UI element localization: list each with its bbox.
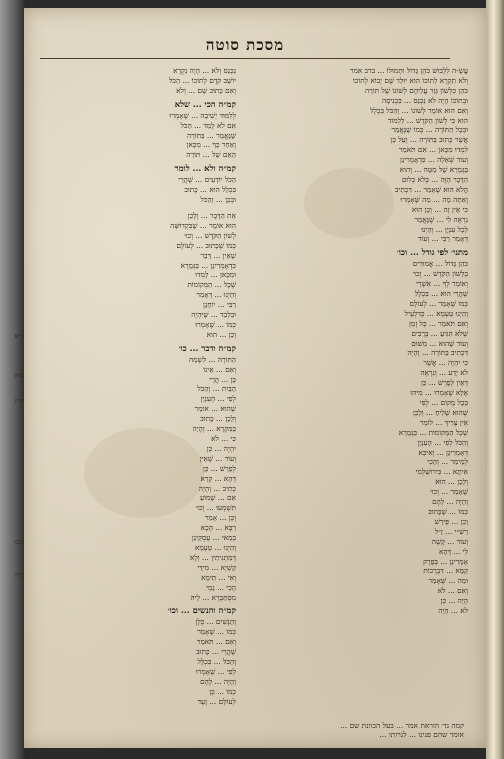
text-line: דְּאָמַר רַבִּי ... וְעוֹד	[417, 234, 468, 244]
right-text-column	[270, 66, 468, 715]
text-line: וְכֵן ... הוּא	[206, 329, 236, 339]
catchword-line: אומר שהם פנינו ... לנרותו ...	[379, 730, 464, 739]
text-line: כְּמוֹ ... כֵּן	[209, 686, 236, 696]
text-line: לְשׁוֹן הַקֹּדֶשׁ ... וְכוּ׳	[184, 230, 236, 240]
text-line: שֶׁהוּא ... אוֹמֵר	[194, 404, 236, 414]
text-line: וְעוֹד ... שֶׁאֵין	[199, 453, 236, 463]
text-line: כְּמוֹ ... שֶׁכָּתוּב	[428, 506, 468, 516]
text-line: אֵת הַדָּבָר ... וְלָכֵן	[187, 210, 236, 220]
text-line: רַבִּי ... יוֹחָנָן	[203, 300, 236, 310]
text-line: תִּשְׁמְעוּ ... וְכוּ׳	[195, 503, 236, 513]
page-header	[40, 36, 450, 59]
text-line: הוּא כִּי לְשׁוֹן הַקֹּדֶשׁ ... לִלְמוֹד	[387, 115, 468, 125]
text-line: בְּמַאי ... עָסְקִינַן	[191, 533, 236, 543]
text-line: שֶׁהֲרֵי ... כָּתוּב	[196, 647, 236, 657]
text-line: הָאֵם שֶׁל ... תּוֹרָה	[186, 150, 236, 160]
text-line: בַּגְּמָרָא שֶׁל מַטָּה ... וְהוּא	[399, 165, 468, 175]
text-line: וְעוֹד שְׁאֵלָה ... כִּדְאָמְרִינַן	[400, 155, 468, 165]
margin-note: ד״א	[14, 333, 24, 340]
text-line: וְכֵן ... אָמַר	[204, 513, 236, 523]
text-line: וְהַכֹּל לְפִי ... הָעִנְיָן	[417, 437, 468, 447]
margin-note: עיין	[14, 398, 24, 405]
text-line: כֵּן ... הֲרֵי	[209, 374, 236, 384]
text-line: כְּמוֹ שֶׁאָמַר ... לְעוֹלָם	[409, 298, 468, 308]
text-line: וְלָכֵן ... הוּא	[435, 477, 468, 487]
text-line: אֲשֶׁר כָּתוּב בַּתּוֹרָה ... וְעַל כֵּן	[390, 135, 468, 145]
section-heading: קמ״ה ודבר ... כו׳	[178, 342, 236, 353]
margin-note: תוס׳	[13, 539, 25, 546]
text-line: דְּהָא ... קְרָא	[200, 473, 236, 483]
text-line: כִּי יִהְיֶה ... אֲשֶׁר	[423, 358, 468, 368]
text-line: יִהְיֶה ... כֵּן	[206, 443, 236, 453]
text-line: וְאִם ... תֹּאמַר	[196, 637, 236, 647]
text-line: שֶׁנֶּאֱמַר ... בַּתּוֹרָה	[186, 130, 236, 140]
text-line: כִּדְאָמְרִינַן ... בַּגְּמָרָא	[180, 260, 236, 270]
text-line: לִי ... דְּהָא	[438, 546, 468, 556]
page-title: מסכת סוטה	[205, 36, 285, 54]
text-line: לְכָל עִנְיָן ... וְהַיְנוּ	[421, 224, 468, 234]
text-line: אִם ... שָׁמוֹעַ	[199, 493, 236, 503]
text-line: כְּמוֹ ... שֶׁאָמַר	[197, 627, 236, 637]
text-line: דִּכְתִיב בַּתּוֹרָה ... וְהָיָה	[407, 348, 468, 358]
text-line: וְהַיְנוּ ... טַעְמָא	[194, 542, 236, 552]
text-line: וְלָכֵן ... כָּתוּב	[200, 414, 236, 424]
text-line: אִם לֹא לָמַד ... הַכֹּל	[180, 120, 236, 130]
section-heading: קמ״ה ולא ... לומר	[174, 163, 236, 174]
text-line: קַשְׁיָא ... מִידֵּי	[197, 562, 236, 572]
text-line: וְאַתָּה מָה ... מַה שֶּׁאָמְרוּ	[400, 194, 468, 204]
text-line: וְכֵן ... פֵּירֵשׁ	[434, 516, 468, 526]
text-line: רַשִׁ״י ... זַ״ל	[434, 526, 468, 536]
text-line: דְּאָמְרִינַן ... וְאִיכָּא	[418, 447, 468, 457]
text-line: לְפָרֵשׁ ... כֵּן	[202, 463, 236, 473]
text-line: שֶׁכָּל הַמְּקוֹמוֹת ... בַּגְּמָרָא	[398, 427, 468, 437]
text-line: בְּכָל מָקוֹם ... לְפִי	[419, 398, 468, 407]
text-line: לְמֵימַר ... וְהָכִי	[427, 457, 468, 467]
section-heading: קמ״ה הכי ... שלא	[174, 98, 236, 109]
text-line: הַבַּיִת ... וְהַכֹּל	[197, 384, 236, 394]
text-line: וְאַחַר כָּךְ ... מִכָּאן	[186, 140, 236, 150]
text-line: וְעוֹד ... קָשֶׁה	[431, 536, 468, 546]
text-line: וּמִכָּאן ... לָמְדוּ	[195, 270, 236, 280]
text-line: אָמְרִינַן ... בְּפֶרֶק	[423, 556, 468, 566]
text-line: כֹּהֵן גָּדוֹל ... אֲמוּרִים	[412, 259, 468, 269]
margin-note: ג״ה	[15, 572, 23, 579]
page-footer-catchwords	[40, 721, 464, 737]
text-line: לֹא יָדַע ... וְנִרְאֶה	[420, 368, 468, 378]
text-line: מִסְתַּבְּרָא ... לֵיהּ	[190, 592, 236, 602]
text-line: הַדָּבָר הַזֶּה ... בְּלֹא כְּלוּם	[401, 174, 468, 184]
text-line: וְלֹא תִקְרָא לְתוֹכוֹ הוּא יוּלַד שֶׁם יָבוֹא לְתוֹכוֹ	[352, 75, 468, 85]
text-line: נִרְאֶה לִי ... שֶׁנֶּאֱמַר	[414, 214, 468, 224]
text-line: דְּמַתְנִיתִין ... וְלָא	[189, 552, 236, 562]
text-line: קַמָּא ... דִּבְרָכוֹת	[423, 566, 468, 576]
text-line: הַכֹּל יוֹדְעִים ... שֶׁהֲרֵי	[178, 175, 236, 185]
text-line: הַתּוֹרָה ... לִשְׁמָהּ	[189, 354, 236, 364]
text-line: כִּי ... לֹא	[211, 434, 236, 443]
text-line: שֶׁכָּל ... הַמְּקוֹמוֹת	[187, 280, 236, 290]
text-line: לְעוֹלָם ... וָעֶד	[197, 696, 236, 706]
text-line: כְּמוֹ ... שֶׁאָמְרוּ	[195, 319, 236, 329]
text-line: אֵין צָרִיךְ ... לוֹמַר	[419, 417, 468, 427]
text-line: שֶׁאָמַר ... וְכוּ׳	[429, 487, 468, 497]
catchword-line: קמה נד׳ הוראת אמר ... בעל הכוונת שם ...	[340, 721, 464, 730]
text-line: וְאוֹמֵר לְךָ ... אַשְׁרֵי	[416, 279, 468, 289]
text-line: וּבִלְבַד ... שֶׁיִּהְיֶה	[191, 310, 236, 320]
text-line: שֶׁהוּא שָׁלִיחַ ... וְלָכֵן	[412, 407, 468, 417]
text-line: לֹא ... הָיָה	[438, 606, 468, 616]
margin-note: ס״א	[14, 372, 24, 379]
text-line: וְהָיָה ... לָהֶם	[432, 497, 468, 507]
text-line: וְהַכֹּל ... בִּכְלָל	[197, 657, 236, 667]
text-line: שֶׁלֹּא הִגִּיעַ ... בָּרָבִים	[411, 328, 468, 338]
text-line: נִכְנַס וְלֹא ... הָיָה נִקְרָא	[173, 66, 236, 75]
text-line: וְהַנָּשִׁים ... כֻּלָּן	[195, 617, 236, 627]
section-heading: מתני׳ לפי גודל ... וכו׳	[396, 247, 468, 258]
text-line: וְהָיָה ... לָהֶם	[200, 676, 236, 686]
text-line: לְפִי ... שֶׁאָמְרוּ	[195, 666, 236, 676]
text-line: וְאִם תֹּאמַר ... כָּל זְמַן	[409, 318, 468, 328]
text-line: רַבָּא ... הָכָא	[200, 523, 236, 533]
text-line: דְּאֵין לְפָרֵשׁ ... כֵּן	[421, 378, 468, 388]
text-line: וְאִם ... אֵינוֹ	[203, 364, 236, 374]
text-line: וְאִם הוּא אוֹמֵר לְשׁוֹנוֹ ... וְהַכֹּל בִּכְלָל	[370, 105, 468, 115]
text-line: עֲשָׂ-ה לִלְבוּשׁ כֹּהֵן גָּדוֹל וּתְמוּלוֹ ... ברב אמר	[349, 66, 468, 75]
text-line: בַּמִּקְרָא ... וְהָיָה	[192, 424, 236, 434]
text-line: הָיָה ... כֵּן	[440, 596, 468, 606]
left-text-column	[38, 66, 236, 715]
text-line: שֶׁאֵין ... דָּבָר	[200, 250, 236, 260]
text-line: וְאִי ... תֵּימָא	[201, 572, 236, 582]
text-line: הֲלֹא הוּא שֶׁאָמַר ... דִּכְתִיב	[394, 184, 468, 194]
text-line: אִיתָא ... בִּירוּשַׁלְמִי	[415, 467, 468, 477]
text-line: וְאִם ... לֹא	[437, 586, 468, 596]
text-line: כְּתִיב ... וְהָיָה	[198, 483, 236, 493]
text-line: בְּלָשׁוֹן הַקֹּדֶשׁ ... וְכוּ׳	[412, 269, 468, 279]
text-line: וְאִם כָּתוּב שָׁם ... וְלֹא	[176, 85, 236, 95]
text-line: שֶׁהֲרֵי הוּא ... בִּכְלָל	[414, 289, 468, 299]
text-line: לִמְדוּ מִכָּאן ... אִם תֹּאמַר	[398, 145, 468, 155]
text-line: וּבְתוֹכוֹ הָיָה לֹא נִכְנַס ... בִּכְנִיסָה	[382, 95, 468, 105]
text-line: כֹּהֵן כִּלְשׁוֹן גְּזָר עֲלֵיהֶם לְשׁוֹנוֹ שֶׁל תּוֹרָה	[364, 85, 468, 95]
text-line: הוּא אוֹמֵר ... שֶׁבִּקְדוּשָּׁה	[170, 220, 236, 230]
text-line: וְהַיְנוּ ... דְּאָמַר	[196, 290, 236, 300]
page-edges	[486, 0, 504, 759]
text-line: יוֹשֵׁב קֹדֶם לְתוֹכוֹ ... הַכֹּל	[168, 75, 236, 85]
text-line: וְהַיְנוּ טַעְמָא ... כְּדִלְעֵיל	[404, 308, 468, 318]
text-line: הָכִי ... נָמֵי	[206, 582, 236, 592]
text-line: לְפִי ... הָעִנְיָן	[200, 394, 236, 404]
text-line: וּבְכָל הַתּוֹרָה ... כְּמוֹ שֶׁנֶּאֱמַר	[391, 125, 468, 135]
text-line: אֶלָּא שֶׁאָמְרוּ ... מִיהוּ	[410, 388, 468, 398]
text-line: לְלִמּוּד יְשִׁיבָה ... שֶׁאָמְרוּ	[169, 110, 236, 120]
text-line: וְעוֹד שֶׁהוּא ... מִשּׁוּם	[411, 338, 468, 348]
text-line: כְּמוֹ שֶׁכָּתוּב ... לְעוֹלָם	[176, 240, 236, 250]
section-heading: קמ״ה והנשים ... וכו׳	[167, 605, 236, 616]
text-line: בִּכְלַל הוּא ... כָּתוּב	[184, 185, 236, 195]
text-line: כִּי אֵין זֶה ... וְכֵן הוּא	[411, 204, 468, 214]
text-line: וּמַה ... שֶּׁאָמַר	[428, 576, 468, 586]
text-line: וּבְכֵן ... וְהַכֹּל	[200, 195, 236, 205]
